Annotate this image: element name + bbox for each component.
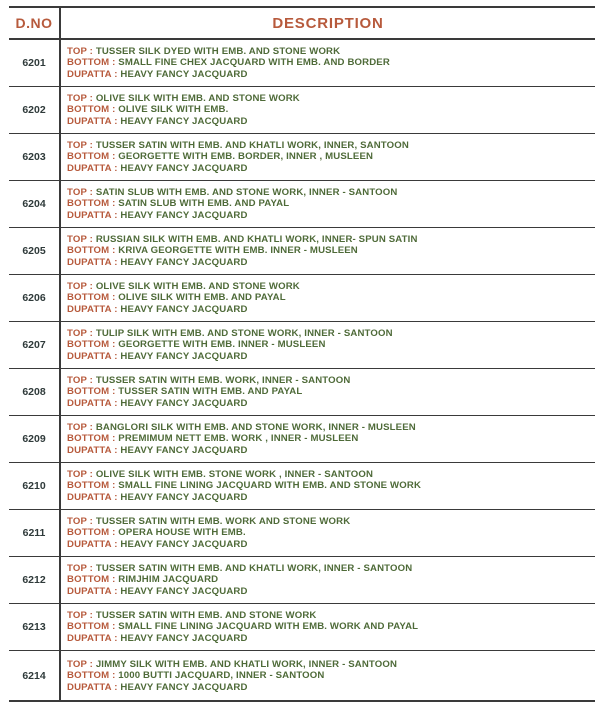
description-table <box>9 6 595 702</box>
dupatta-label: DUPATTA : <box>67 538 121 550</box>
dupatta-label: DUPATTA : <box>67 491 121 503</box>
bottom-line <box>67 386 595 398</box>
table-row <box>9 651 595 701</box>
design-number: 6204 <box>9 181 61 227</box>
top-label: TOP : <box>67 515 96 527</box>
dupatta-line <box>67 351 595 363</box>
design-number: 6209 <box>9 416 61 462</box>
top-line <box>67 46 595 58</box>
top-value: RUSSIAN SILK WITH EMB. AND KHATLI WORK, INNER- SPUN SATIN <box>95 233 418 245</box>
table-row <box>9 557 595 604</box>
top-line <box>67 516 595 528</box>
bottom-value: GEORGETTE WITH EMB. BORDER, INNER , MUSLEEN <box>118 151 374 163</box>
top-line <box>67 328 595 340</box>
dno-header: D.NO <box>9 8 61 38</box>
top-value: TULIP SILK WITH EMB. AND STONE WORK, INNER - SANTOON <box>95 327 393 339</box>
bottom-line <box>67 621 595 633</box>
bottom-line <box>67 670 595 682</box>
bottom-label: BOTTOM : <box>67 527 119 539</box>
design-description <box>61 275 595 321</box>
bottom-line <box>67 245 595 257</box>
design-number: 6202 <box>9 87 61 133</box>
description-header: DESCRIPTION <box>272 14 384 32</box>
bottom-label: BOTTOM : <box>67 339 119 351</box>
design-number: 6203 <box>9 134 61 180</box>
bottom-line <box>67 433 595 445</box>
top-line <box>67 375 595 387</box>
table-row <box>9 87 595 134</box>
bottom-value: OLIVE SILK WITH EMB. <box>118 104 229 116</box>
top-label: TOP : <box>67 562 96 574</box>
top-line <box>67 422 595 434</box>
dupatta-line <box>67 445 595 457</box>
bottom-label: BOTTOM : <box>67 245 119 257</box>
design-number: 6201 <box>9 40 61 86</box>
bottom-value: OPERA HOUSE WITH EMB. <box>118 527 246 539</box>
bottom-line <box>67 151 595 163</box>
top-label: TOP : <box>67 139 96 151</box>
top-label: TOP : <box>67 92 96 104</box>
top-line <box>67 187 595 199</box>
table-row <box>9 181 595 228</box>
top-label: TOP : <box>67 280 96 292</box>
dupatta-line <box>67 539 595 551</box>
dupatta-line <box>67 304 595 316</box>
design-number: 6213 <box>9 604 61 650</box>
design-description <box>61 651 595 701</box>
dupatta-line <box>67 586 595 598</box>
design-description <box>61 181 595 227</box>
design-description <box>61 134 595 180</box>
bottom-value: KRIVA GEORGETTE WITH EMB. INNER - MUSLEEN <box>118 245 358 257</box>
top-label: TOP : <box>67 468 96 480</box>
dupatta-value: HEAVY FANCY JACQUARD <box>120 209 248 221</box>
design-description <box>61 40 595 86</box>
dupatta-label: DUPATTA : <box>67 68 121 80</box>
bottom-value: SMALL FINE LINING JACQUARD WITH EMB. AND STONE WORK <box>118 480 422 492</box>
bottom-value: 1000 BUTTI JACQUARD, INNER - SANTOON <box>118 670 325 682</box>
dupatta-value: HEAVY FANCY JACQUARD <box>120 681 248 693</box>
bottom-label: BOTTOM : <box>67 386 119 398</box>
bottom-label: BOTTOM : <box>67 151 119 163</box>
design-description <box>61 369 595 415</box>
bottom-line <box>67 292 595 304</box>
top-value: TUSSER SATIN WITH EMB. WORK AND STONE WORK <box>95 515 351 527</box>
bottom-value: GEORGETTE WITH EMB. INNER - MUSLEEN <box>118 339 326 351</box>
top-label: TOP : <box>67 327 96 339</box>
dupatta-value: HEAVY FANCY JACQUARD <box>120 162 248 174</box>
dupatta-line <box>67 492 595 504</box>
bottom-label: BOTTOM : <box>67 104 119 116</box>
bottom-label: BOTTOM : <box>67 57 119 69</box>
design-number: 6207 <box>9 322 61 368</box>
dupatta-label: DUPATTA : <box>67 350 121 362</box>
table-row <box>9 369 595 416</box>
dupatta-label: DUPATTA : <box>67 681 121 693</box>
dupatta-value: HEAVY FANCY JACQUARD <box>120 632 248 644</box>
table-row <box>9 510 595 557</box>
bottom-line <box>67 198 595 210</box>
table-row <box>9 40 595 87</box>
dupatta-label: DUPATTA : <box>67 256 121 268</box>
bottom-line <box>67 104 595 116</box>
design-number: 6211 <box>9 510 61 556</box>
design-description <box>61 322 595 368</box>
bottom-value: SMALL FINE CHEX JACQUARD WITH EMB. AND BORDER <box>118 57 390 69</box>
bottom-label: BOTTOM : <box>67 670 119 682</box>
dupatta-label: DUPATTA : <box>67 585 121 597</box>
dupatta-value: HEAVY FANCY JACQUARD <box>120 350 248 362</box>
table-row <box>9 275 595 322</box>
dupatta-label: DUPATTA : <box>67 632 121 644</box>
top-line <box>67 140 595 152</box>
dupatta-value: HEAVY FANCY JACQUARD <box>120 115 248 127</box>
bottom-value: TUSSER SATIN WITH EMB. AND PAYAL <box>118 386 303 398</box>
dupatta-label: DUPATTA : <box>67 303 121 315</box>
top-line <box>67 234 595 246</box>
dupatta-line <box>67 682 595 694</box>
top-line <box>67 610 595 622</box>
top-value: OLIVE SILK WITH EMB. STONE WORK , INNER - SANTOON <box>95 468 374 480</box>
dupatta-value: HEAVY FANCY JACQUARD <box>120 538 248 550</box>
bottom-line <box>67 527 595 539</box>
top-value: TUSSER SATIN WITH EMB. AND KHATLI WORK, INNER, SANTOON <box>95 139 409 151</box>
design-description <box>61 228 595 274</box>
design-number: 6208 <box>9 369 61 415</box>
bottom-line <box>67 574 595 586</box>
bottom-label: BOTTOM : <box>67 574 119 586</box>
bottom-value: PREMIMUM NETT EMB. WORK , INNER - MUSLEEN <box>118 433 359 445</box>
dupatta-value: HEAVY FANCY JACQUARD <box>120 397 248 409</box>
dupatta-value: HEAVY FANCY JACQUARD <box>120 444 248 456</box>
top-value: OLIVE SILK WITH EMB. AND STONE WORK <box>95 280 300 292</box>
design-number: 6206 <box>9 275 61 321</box>
top-value: TUSSER SATIN WITH EMB. AND STONE WORK <box>95 609 317 621</box>
bottom-value: SMALL FINE LINING JACQUARD WITH EMB. WORK AND PAYAL <box>118 621 419 633</box>
design-number: 6210 <box>9 463 61 509</box>
table-row <box>9 134 595 181</box>
design-description <box>61 604 595 650</box>
top-line <box>67 563 595 575</box>
dupatta-line <box>67 163 595 175</box>
bottom-line <box>67 480 595 492</box>
bottom-value: SATIN SLUB WITH EMB. AND PAYAL <box>118 198 290 210</box>
table-header <box>9 8 595 40</box>
top-line <box>67 93 595 105</box>
table-row <box>9 322 595 369</box>
dupatta-label: DUPATTA : <box>67 162 121 174</box>
dupatta-label: DUPATTA : <box>67 115 121 127</box>
top-value: SATIN SLUB WITH EMB. AND STONE WORK, INNER - SANTOON <box>95 186 398 198</box>
bottom-line <box>67 339 595 351</box>
top-label: TOP : <box>67 233 96 245</box>
design-number: 6212 <box>9 557 61 603</box>
table-body <box>9 40 595 701</box>
bottom-label: BOTTOM : <box>67 621 119 633</box>
bottom-label: BOTTOM : <box>67 292 119 304</box>
dupatta-value: HEAVY FANCY JACQUARD <box>120 491 248 503</box>
table-row <box>9 416 595 463</box>
top-value: TUSSER SATIN WITH EMB. WORK, INNER - SANTOON <box>95 374 351 386</box>
bottom-line <box>67 57 595 69</box>
top-label: TOP : <box>67 45 96 57</box>
bottom-label: BOTTOM : <box>67 433 119 445</box>
table-row <box>9 228 595 275</box>
design-description <box>61 557 595 603</box>
top-line <box>67 281 595 293</box>
dupatta-label: DUPATTA : <box>67 444 121 456</box>
top-value: JIMMY SILK WITH EMB. AND KHATLI WORK, INNER - SANTOON <box>95 658 398 670</box>
top-label: TOP : <box>67 374 96 386</box>
bottom-label: BOTTOM : <box>67 198 119 210</box>
top-label: TOP : <box>67 186 96 198</box>
design-number: 6214 <box>9 651 61 701</box>
dupatta-value: HEAVY FANCY JACQUARD <box>120 68 248 80</box>
dupatta-line <box>67 69 595 81</box>
bottom-label: BOTTOM : <box>67 480 119 492</box>
top-label: TOP : <box>67 421 96 433</box>
top-line <box>67 659 595 671</box>
dupatta-line <box>67 257 595 269</box>
dupatta-label: DUPATTA : <box>67 209 121 221</box>
design-description <box>61 416 595 462</box>
top-value: TUSSER SILK DYED WITH EMB. AND STONE WORK <box>95 45 341 57</box>
table-row <box>9 463 595 510</box>
design-number: 6205 <box>9 228 61 274</box>
bottom-value: RIMJHIM JACQUARD <box>118 574 219 586</box>
dupatta-label: DUPATTA : <box>67 397 121 409</box>
top-label: TOP : <box>67 609 96 621</box>
dupatta-value: HEAVY FANCY JACQUARD <box>120 256 248 268</box>
dupatta-line <box>67 398 595 410</box>
design-description <box>61 510 595 556</box>
dupatta-line <box>67 210 595 222</box>
top-value: BANGLORI SILK WITH EMB. AND STONE WORK, INNER - MUSLEEN <box>95 421 416 433</box>
top-line <box>67 469 595 481</box>
top-label: TOP : <box>67 658 96 670</box>
bottom-value: OLIVE SILK WITH EMB. AND PAYAL <box>118 292 286 304</box>
dupatta-line <box>67 116 595 128</box>
table-row <box>9 604 595 651</box>
design-description <box>61 87 595 133</box>
dupatta-value: HEAVY FANCY JACQUARD <box>120 585 248 597</box>
design-description <box>61 463 595 509</box>
top-value: OLIVE SILK WITH EMB. AND STONE WORK <box>95 92 300 104</box>
top-value: TUSSER SATIN WITH EMB. AND KHATLI WORK, INNER - SANTOON <box>95 562 413 574</box>
dupatta-line <box>67 633 595 645</box>
dupatta-value: HEAVY FANCY JACQUARD <box>120 303 248 315</box>
